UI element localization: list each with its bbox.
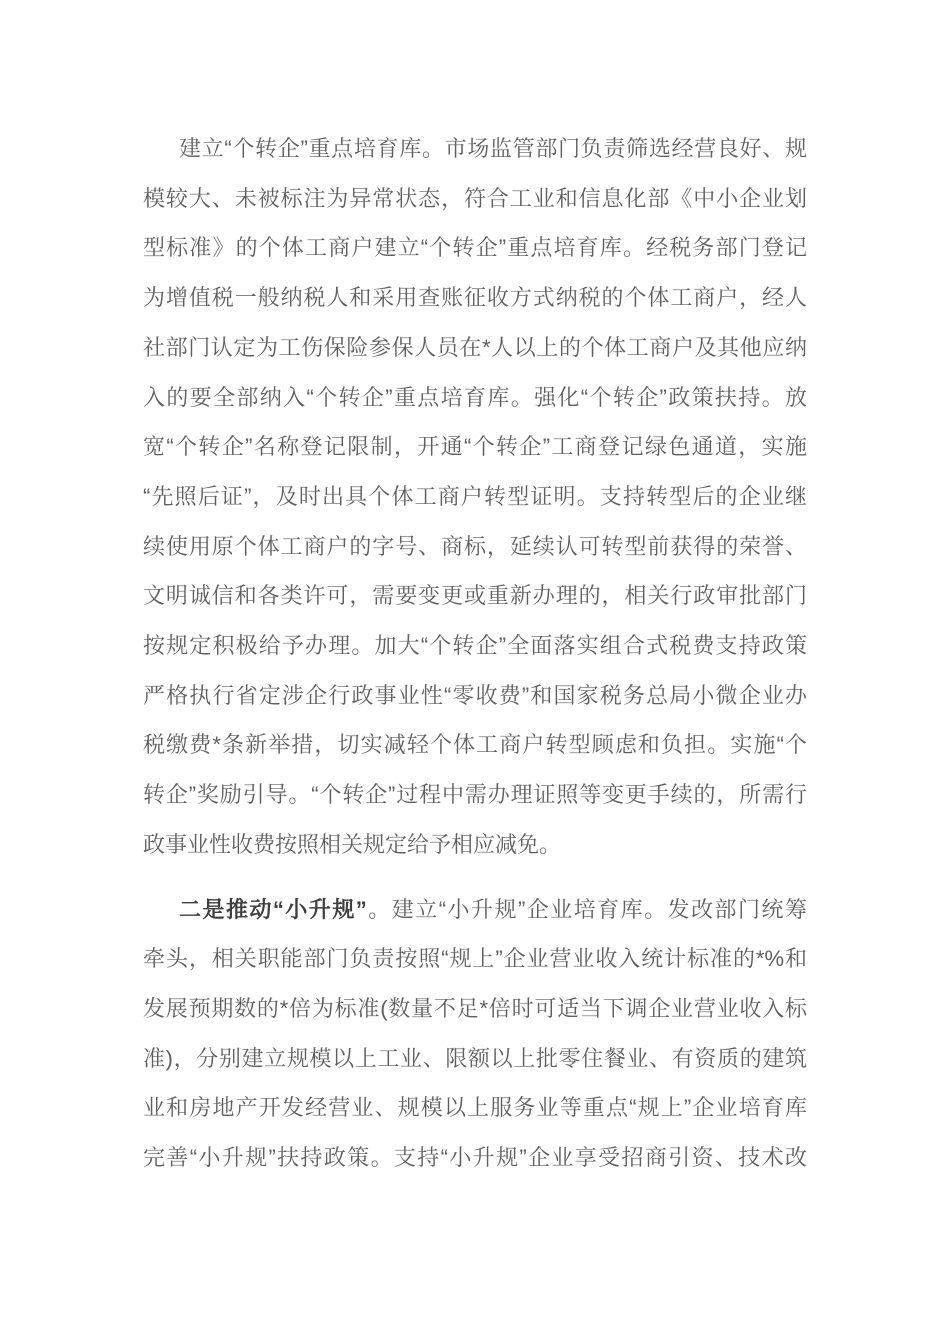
text-line: “先照后证”，及时出具个体工商户转型证明。支持转型后的企业继 [143,483,807,509]
text-line: 严格执行省定涉企行政事业性“零收费”和国家税务总局小微企业办 [143,682,807,708]
text-line: 为增值税一般纳税人和采用查账征收方式纳税的个体工商户，经人 [143,285,807,311]
text-line: 宽“个转企”名称登记限制，开通“个转企”工商登记绿色通道，实施 [143,434,807,460]
text-line: 转企”奖励引导。“个转企”过程中需办理证照等变更手续的，所需行 [143,782,807,808]
text-line: 文明诚信和各类许可，需要变更或重新办理的，相关行政审批部门 [143,583,807,609]
paragraph-ge-zhuan-qi [143,124,807,870]
text-line: 续使用原个体工商户的字号、商标，延续认可转型前获得的荣誉、 [143,533,807,559]
text-line: 模较大、未被标注为异常状态，符合工业和信息化部《中小企业划 [143,185,807,211]
text-line: 入的要全部纳入“个转企”重点培育库。强化“个转企”政策扶持。放 [143,384,807,410]
bold-subheading: 二是推动“小升规” [179,896,367,922]
text-line [143,885,807,935]
text-line: 按规定积极给予办理。加大“个转企”全面落实组合式税费支持政策 [143,633,807,659]
text-line: 政事业性收费按照相关规定给予相应减免。 [143,831,562,857]
text-line: 牵头，相关职能部门负责按照“规上”企业营业收入统计标准的*%和 [143,946,807,972]
text-line: 完善“小升规”扶持政策。支持“小升规”企业享受招商引资、技术改 [143,1145,807,1171]
text-line: 建立“个转企”重点培育库。市场监管部门负责筛选经营良好、规 [179,136,807,161]
text-line: 型标准》的个体工商户建立“个转企”重点培育库。经税务部门登记 [143,235,807,261]
text-run: 。建立“小升规”企业培育库。发改部门统筹 [366,896,807,922]
text-line: 社部门认定为工伤保险参保人员在*人以上的个体工商户及其他应纳 [143,334,807,360]
text-line: 税缴费*条新举措，切实减轻个体工商户转型顾虑和负担。实施“个 [143,732,807,758]
paragraph-xiao-sheng-gui [143,885,807,1183]
text-line: 准)，分别建立规模以上工业、限额以上批零住餐业、有资质的建筑 [143,1045,807,1071]
text-line: 业和房地产开发经营业、规模以上服务业等重点“规上”企业培育库 [143,1095,807,1121]
text-line: 发展预期数的*倍为标准(数量不足*倍时可适当下调企业营业收入标 [143,995,807,1021]
